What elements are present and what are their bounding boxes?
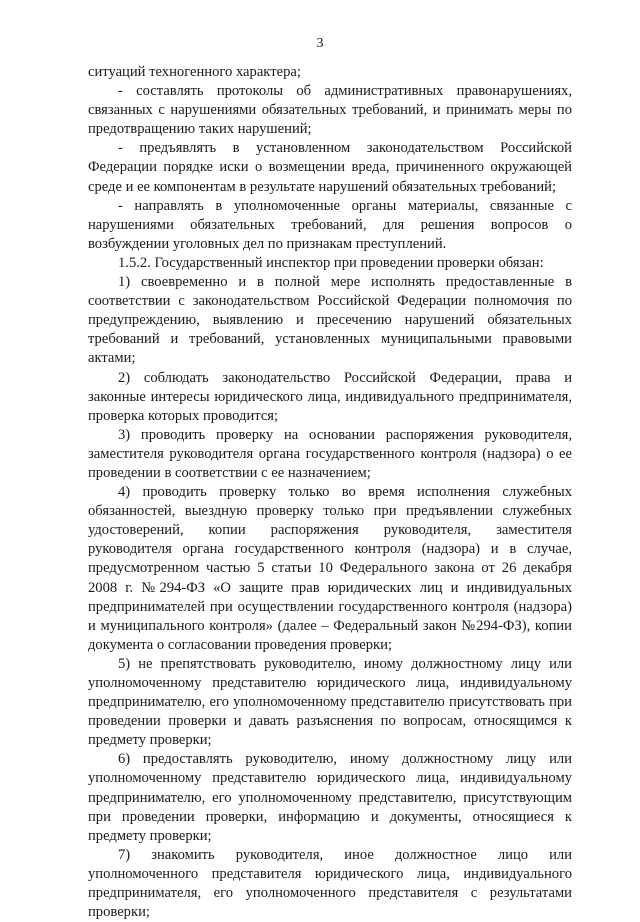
paragraph-protocols: - составлять протоколы об административных правонарушениях, связанных с нарушениями обязательных требований, и принимать меры по предотвращению таких нарушений;: [88, 83, 572, 138]
paragraph-item-2: 2) соблюдать законодательство Российской Федерации, права и законные интересы юридического лица, индивидуального предпринимателя, проверка которых проводится;: [88, 369, 572, 424]
paragraph-claims: - предъявлять в установленном законодательством Российской Федерации порядке иски о возмещении вреда, причиненного окружающей среде и ее компонентам в результате нарушений обязательных требований;: [88, 140, 572, 195]
paragraph-item-7: 7) знакомить руководителя, иное должностное лицо или уполномоченного представителя юридического лица, индивидуального предпринимателя, его уполномоченного представителя с результатами проверки;: [88, 846, 572, 921]
paragraph-item-6: 6) предоставлять руководителю, иному должностному лицу или уполномоченному представителю юридического лица, индивидуальному предпринимателю, его уполномоченному представителю, присутствующим при проведении проверки, информацию и документы, относящиеся к предмету проверки;: [88, 751, 572, 844]
paragraph-item-1: 1) своевременно и в полной мере исполнять предоставленные в соответствии с законодательством Российской Федерации полномочия по предупреждению, выявлению и пресечению нарушений обязательных требований и требований, установленных муниципальными правовыми актами;: [88, 274, 572, 367]
document-body: [88, 63, 572, 922]
paragraph-item-3: 3) проводить проверку на основании распоряжения руководителя, заместителя руководителя органа государственного контроля (надзора) о ее проведении в соответствии с ее назначением;: [88, 426, 572, 481]
paragraph-item-5: 5) не препятствовать руководителю, иному должностному лицу или уполномоченному представителю юридического лица, индивидуальному предпринимателю, его уполномоченному представителю присутствовать при проведении проверки и давать разъяснения по вопросам, относящимся к предмету проверки;: [88, 655, 572, 749]
paragraph-continuation: ситуаций техногенного характера;: [88, 64, 301, 80]
paragraph-item-4: 4) проводить проверку только во время исполнения служебных обязанностей, выездную проверку только при предъявлении служебных удостоверений, копии распоряжения руководителя, заместителя руководителя органа государственного контроля (надзора) и в случае, предусмотренном частью 5 статьи 10 Федерального закона от 26 декабря 2008 г. №294-ФЗ «О защите прав юридических лиц и индивидуальных предпринимателей при осуществлении государственного контроля (надзора) и муниципального контроля» (далее – Федеральный закон №294-ФЗ), копии документа о согласовании проведения проверки;: [88, 484, 572, 653]
section-heading-1-5-2: 1.5.2. Государственный инспектор при проведении проверки обязан:: [118, 254, 544, 271]
paragraph-materials: - направлять в уполномоченные органы материалы, связанные с нарушениями обязательных требований, для решения вопросов о возбуждении уголовных дел по признакам преступлений.: [88, 197, 572, 252]
page-number: 3: [316, 36, 324, 51]
